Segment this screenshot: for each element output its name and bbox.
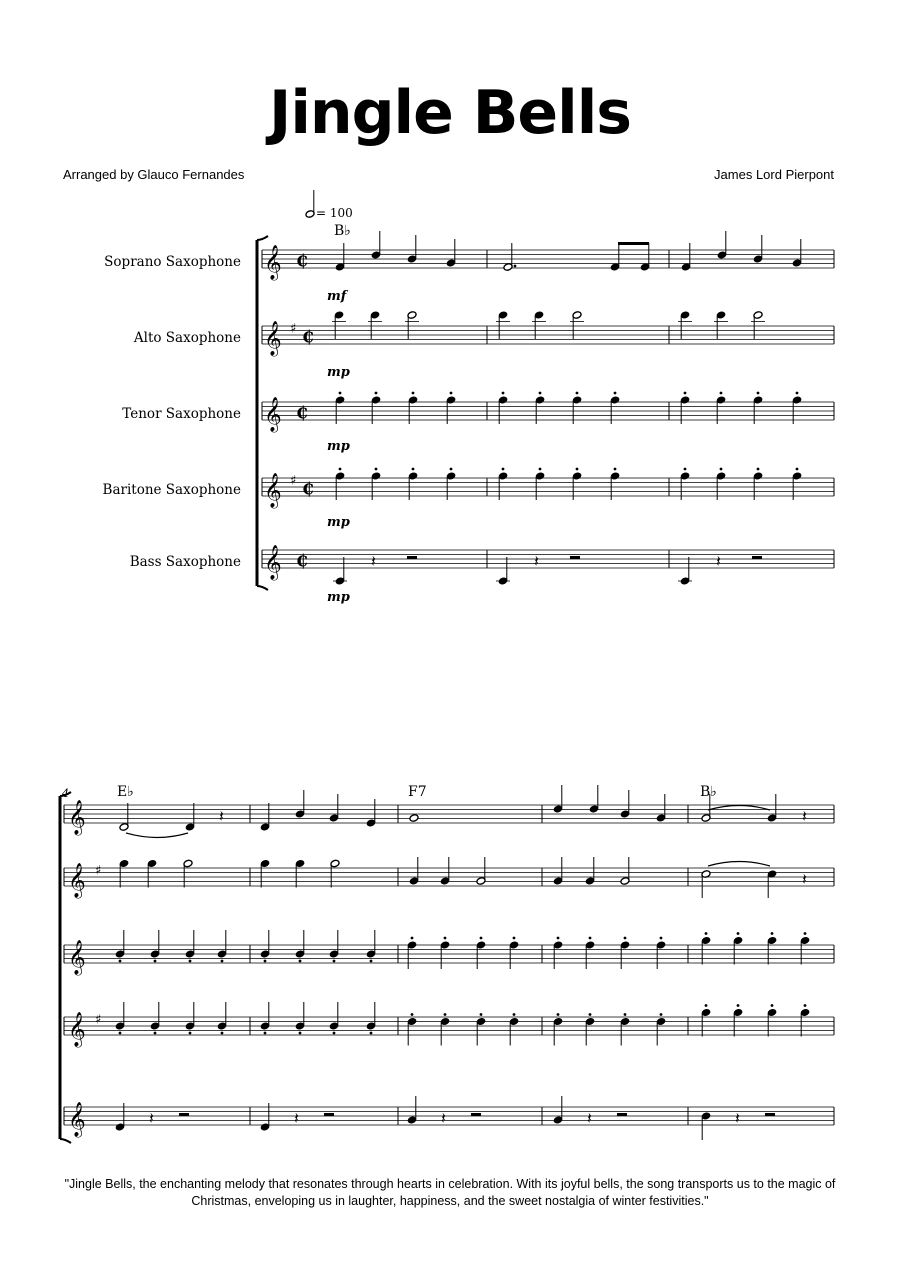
- staccato-dot: [119, 960, 122, 963]
- staccato-dot: [796, 468, 799, 471]
- note: [329, 1002, 339, 1034]
- staccato-dot: [614, 392, 617, 395]
- note: [185, 930, 195, 962]
- note: [295, 1002, 305, 1034]
- note: [476, 937, 486, 969]
- note: [115, 1002, 125, 1034]
- cut-time-signature: ₵: [296, 403, 308, 424]
- quarter-rest: 𝄽: [219, 806, 224, 826]
- quarter-rest: 𝄽: [371, 551, 376, 571]
- staccato-dot: [539, 392, 542, 395]
- note: [767, 870, 777, 898]
- staccato-dot: [684, 392, 687, 395]
- note: [119, 803, 129, 831]
- staccato-dot: [370, 1032, 373, 1035]
- note: [681, 243, 691, 271]
- note: [330, 859, 340, 887]
- note: [371, 231, 381, 259]
- note: [680, 392, 690, 424]
- bracket-hook-top: [257, 236, 268, 240]
- measure-number: 4: [62, 787, 69, 800]
- instrument-label-4: Bass Saxophone: [129, 554, 241, 570]
- dynamic-mp: mp: [327, 515, 350, 530]
- staccato-dot: [264, 960, 267, 963]
- bracket-hook-bottom-2: [60, 1139, 71, 1143]
- quarter-rest: 𝄽: [716, 551, 721, 571]
- staccato-dot: [480, 937, 483, 940]
- note: [217, 930, 227, 962]
- note: [150, 1002, 160, 1034]
- instrument-label-0: Soprano Saxophone: [104, 254, 241, 270]
- staccato-dot: [737, 932, 740, 935]
- note: [295, 790, 305, 818]
- quarter-rest: 𝄽: [802, 869, 807, 889]
- staccato-dot: [370, 960, 373, 963]
- note: [371, 392, 381, 424]
- staccato-dot: [221, 960, 224, 963]
- note: [509, 1013, 519, 1045]
- note: [329, 930, 339, 962]
- note: [509, 937, 519, 969]
- note: [217, 1002, 227, 1034]
- note: [446, 239, 456, 267]
- staccato-dot: [705, 932, 708, 935]
- quarter-rest: 𝄽: [294, 1108, 299, 1128]
- note: [366, 1002, 376, 1034]
- note: [620, 790, 630, 818]
- note: [800, 932, 810, 964]
- note: [185, 803, 195, 831]
- tie: [126, 833, 188, 838]
- quarter-rest: 𝄽: [149, 1108, 154, 1128]
- note: [792, 392, 802, 424]
- quarter-rest: 𝄽: [534, 551, 539, 571]
- note: [610, 468, 620, 500]
- note: [329, 794, 339, 822]
- note: [792, 239, 802, 267]
- tempo-note-icon: [305, 190, 315, 218]
- cut-time-signature: ₵: [296, 551, 308, 572]
- staccato-dot: [502, 392, 505, 395]
- half-rest: [617, 1113, 627, 1116]
- half-rest: [179, 1113, 189, 1116]
- staccato-dot: [339, 392, 342, 395]
- half-rest: [324, 1113, 334, 1116]
- staccato-dot: [576, 468, 579, 471]
- staccato-dot: [375, 392, 378, 395]
- tie: [708, 862, 770, 867]
- note: [335, 243, 345, 271]
- staccato-dot: [444, 1013, 447, 1016]
- note: [610, 392, 620, 424]
- note: [656, 937, 666, 969]
- note: [295, 859, 305, 887]
- quarter-rest: 𝄽: [441, 1108, 446, 1128]
- staccato-dot: [589, 1013, 592, 1016]
- arranger-credit: Arranged by Glauco Fernandes: [63, 167, 245, 182]
- note: [147, 859, 157, 887]
- note: [409, 857, 419, 885]
- note: [620, 857, 630, 885]
- note: [701, 1112, 711, 1140]
- dynamic-mp: mp: [327, 439, 350, 454]
- note: [183, 859, 193, 887]
- cut-time-signature: ₵: [296, 251, 308, 272]
- staccato-dot: [624, 937, 627, 940]
- note: [408, 392, 418, 424]
- staccato-dot: [720, 468, 723, 471]
- staccato-dot: [299, 960, 302, 963]
- note: [767, 794, 777, 822]
- staccato-dot: [771, 1004, 774, 1007]
- note: [335, 468, 345, 500]
- half-rest: [752, 556, 762, 559]
- staccato-dot: [480, 1013, 483, 1016]
- note: [640, 243, 650, 271]
- chord-symbol: B♭: [700, 784, 717, 800]
- dynamic-mp: mp: [327, 590, 350, 605]
- key-signature-sharp: ♯: [95, 863, 102, 879]
- note: [366, 930, 376, 962]
- treble-clef: 𝄞: [68, 1102, 86, 1137]
- staccato-dot: [720, 392, 723, 395]
- staccato-dot: [771, 932, 774, 935]
- half-rest: [407, 556, 417, 559]
- staccato-dot: [264, 1032, 267, 1035]
- note: [119, 859, 129, 887]
- staff: [64, 945, 834, 963]
- treble-clef: 𝄞: [264, 473, 282, 508]
- note: [295, 930, 305, 962]
- note: [701, 932, 711, 964]
- page-title: Jingle Bells: [269, 78, 631, 148]
- quarter-rest: 𝄽: [587, 1108, 592, 1128]
- note: [407, 1013, 417, 1045]
- staff: [262, 326, 834, 344]
- note: [260, 1002, 270, 1034]
- note: [446, 392, 456, 424]
- staff: [262, 478, 834, 496]
- staccato-dot: [450, 392, 453, 395]
- staccato-dot: [589, 937, 592, 940]
- note: [535, 392, 545, 424]
- staccato-dot: [450, 468, 453, 471]
- tempo-bpm: = 100: [316, 206, 353, 220]
- staccato-dot: [804, 1004, 807, 1007]
- note: [553, 937, 563, 969]
- half-rest: [765, 1113, 775, 1116]
- instrument-label-1: Alto Saxophone: [133, 330, 241, 346]
- staccato-dot: [299, 1032, 302, 1035]
- note: [150, 930, 160, 962]
- note: [800, 1004, 810, 1036]
- chord-symbol: E♭: [117, 784, 134, 800]
- staccato-dot: [684, 468, 687, 471]
- staccato-dot: [796, 392, 799, 395]
- bracket-hook-bottom: [257, 586, 268, 590]
- key-signature-sharp: ♯: [95, 1012, 102, 1028]
- note: [333, 557, 347, 585]
- chord-symbol: F7: [408, 784, 427, 800]
- dynamic-mf: mf: [327, 289, 347, 304]
- note: [260, 859, 270, 887]
- half-rest: [570, 556, 580, 559]
- note: [498, 392, 508, 424]
- note: [733, 1004, 743, 1036]
- note: [792, 468, 802, 500]
- note: [260, 930, 270, 962]
- note: [680, 468, 690, 500]
- note: [407, 235, 417, 263]
- instrument-label-2: Tenor Saxophone: [122, 406, 241, 422]
- staccato-dot: [189, 1032, 192, 1035]
- note: [446, 468, 456, 500]
- note: [498, 468, 508, 500]
- note: [753, 392, 763, 424]
- note: [753, 235, 763, 263]
- staccato-dot: [411, 1013, 414, 1016]
- treble-clef: 𝄞: [68, 863, 86, 898]
- note: [366, 799, 376, 827]
- treble-clef: 𝄞: [264, 321, 282, 356]
- note: [620, 937, 630, 969]
- staccato-dot: [557, 1013, 560, 1016]
- note: [409, 814, 419, 823]
- staccato-dot: [660, 1013, 663, 1016]
- quarter-rest: 𝄽: [735, 1108, 740, 1128]
- beam: [618, 242, 649, 245]
- staccato-dot: [502, 468, 505, 471]
- treble-clef: 𝄞: [264, 397, 282, 432]
- note: [589, 785, 599, 813]
- note: [767, 932, 777, 964]
- note: [585, 1013, 595, 1045]
- note: [185, 1002, 195, 1034]
- note: [503, 243, 516, 271]
- staccato-dot: [513, 937, 516, 940]
- note: [115, 930, 125, 962]
- description-quote: "Jingle Bells, the enchanting melody that resonates through hearts in celebration. With its joyful bells, the song transports us to the magic of Christmas, enveloping us in laughter, happiness, and the sweet nostalgia of winter festivities.": [64, 1177, 836, 1208]
- note: [440, 937, 450, 969]
- staccato-dot: [411, 937, 414, 940]
- staccato-dot: [333, 1032, 336, 1035]
- staccato-dot: [660, 937, 663, 940]
- staccato-dot: [444, 937, 447, 940]
- staccato-dot: [539, 468, 542, 471]
- note: [620, 1013, 630, 1045]
- note: [767, 1004, 777, 1036]
- staccato-dot: [614, 468, 617, 471]
- treble-clef: 𝄞: [264, 245, 282, 280]
- staccato-dot: [189, 960, 192, 963]
- note: [753, 468, 763, 500]
- staccato-dot: [412, 392, 415, 395]
- staccato-dot: [804, 932, 807, 935]
- note: [476, 1013, 486, 1045]
- quarter-rest: 𝄽: [802, 806, 807, 826]
- note: [656, 794, 666, 822]
- dynamic-mp: mp: [327, 365, 350, 380]
- note: [553, 1096, 563, 1124]
- staccato-dot: [154, 1032, 157, 1035]
- treble-clef: 𝄞: [68, 1012, 86, 1047]
- note: [335, 392, 345, 424]
- note: [701, 1004, 711, 1036]
- treble-clef: 𝄞: [68, 800, 86, 835]
- staccato-dot: [375, 468, 378, 471]
- staccato-dot: [737, 1004, 740, 1007]
- cut-time-signature: ₵: [302, 327, 314, 348]
- note: [496, 557, 510, 585]
- note: [371, 468, 381, 500]
- half-rest: [471, 1113, 481, 1116]
- note: [656, 1013, 666, 1045]
- staff: [262, 550, 834, 568]
- note: [476, 857, 486, 885]
- staccato-dot: [339, 468, 342, 471]
- staccato-dot: [412, 468, 415, 471]
- treble-clef: 𝄞: [68, 940, 86, 975]
- staccato-dot: [119, 1032, 122, 1035]
- note: [585, 937, 595, 969]
- note: [440, 857, 450, 885]
- staccato-dot: [757, 468, 760, 471]
- staccato-dot: [624, 1013, 627, 1016]
- augmentation-dot: [514, 265, 517, 268]
- note: [716, 468, 726, 500]
- key-signature-sharp: ♯: [290, 473, 297, 489]
- key-signature-sharp: ♯: [290, 321, 297, 337]
- treble-clef: 𝄞: [264, 545, 282, 580]
- note: [610, 243, 620, 271]
- note: [553, 1013, 563, 1045]
- staff: [262, 402, 834, 420]
- cut-time-signature: ₵: [302, 479, 314, 500]
- instrument-label-3: Baritone Saxophone: [102, 482, 241, 498]
- staccato-dot: [705, 1004, 708, 1007]
- staccato-dot: [576, 392, 579, 395]
- staccato-dot: [333, 960, 336, 963]
- chord-symbol: B♭: [334, 223, 351, 239]
- note: [535, 468, 545, 500]
- staccato-dot: [557, 937, 560, 940]
- note: [585, 857, 595, 885]
- staccato-dot: [757, 392, 760, 395]
- staccato-dot: [154, 960, 157, 963]
- note: [716, 392, 726, 424]
- note: [572, 468, 582, 500]
- note: [440, 1013, 450, 1045]
- note: [407, 937, 417, 969]
- note: [572, 392, 582, 424]
- note: [553, 785, 563, 813]
- note: [701, 870, 711, 898]
- note: [407, 1096, 417, 1124]
- note: [260, 803, 270, 831]
- note: [733, 932, 743, 964]
- note: [553, 857, 563, 885]
- note: [717, 231, 727, 259]
- staccato-dot: [221, 1032, 224, 1035]
- note: [408, 468, 418, 500]
- staff: [262, 250, 834, 268]
- staccato-dot: [513, 1013, 516, 1016]
- note: [678, 557, 692, 585]
- composer-credit: James Lord Pierpont: [714, 167, 834, 182]
